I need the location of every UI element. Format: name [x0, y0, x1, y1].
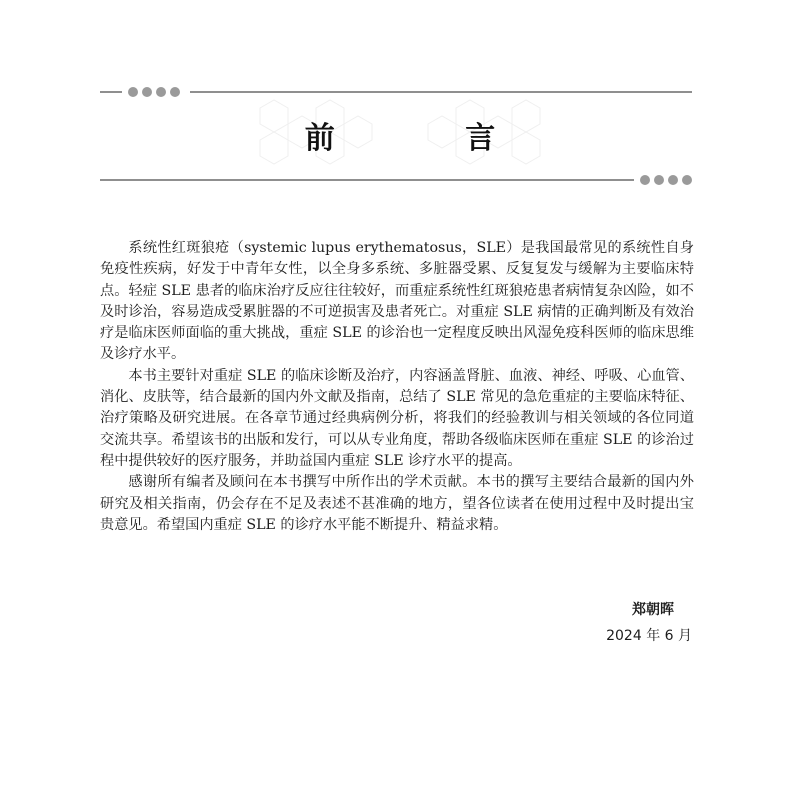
ornament-dot [170, 87, 180, 97]
preface-paragraph: 系统性红斑狼疮（systemic lupus erythematosus，SLE）是我国最常见的系统性自身免疫性疾病，好发于中青年女性，以全身多系统、多脏器受累、反复复发与缓解为主要临床特点。轻症 SLE 患者的临床治疗反应往往较好，而重症系统性红斑狼疮患者病情复杂凶险，如不及时诊治，容易造成受累脏器的不可逆损害及患者死亡。对重症 SLE 病情的正确判断及有效治疗是临床医师面临的重大挑战，重症 SLE 的诊治也一定程度反映出风湿免疫科医师的临床思维及诊疗水平。 [100, 240, 694, 363]
ornament-dot [640, 175, 650, 185]
ornament-dot [128, 87, 138, 97]
ornament-dot [142, 87, 152, 97]
ornament-dot [668, 175, 678, 185]
signature-date: 2024 年 6 月 [606, 628, 692, 644]
preface-paragraph: 感谢所有编者及顾问在本书撰写中所作出的学术贡献。本书的撰写主要结合最新的国内外研究及相关指南，仍会存在不足及表述不甚准确的地方，望各位读者在使用过程中及时提出宝贵意见。希望国内重症 SLE 的诊疗水平能不断提升、精益求精。 [100, 474, 694, 533]
preface-paragraph: 本书主要针对重症 SLE 的临床诊断及治疗，内容涵盖肾脏、血液、神经、呼吸、心血管、消化、皮肤等，结合最新的国内外文献及指南，总结了 SLE 常见的急危重症的主要临床特征、治疗策略及研究进展。在各章节通过经典病例分析，将我们的经验教训与相关领域的各位同道交流共享。希望该书的出版和发行，可以从专业角度，帮助各级临床医师在重症 SLE 的诊治过程中提供较好的医疗服务，并助益国内重症 SLE 诊疗水平的提高。 [100, 367, 694, 469]
preface-body [100, 238, 694, 536]
bottom-dots-ornament [640, 175, 692, 185]
ornament-dot [682, 175, 692, 185]
ornament-dot [156, 87, 166, 97]
top-dots-ornament [128, 87, 180, 97]
author-name: 郑朝晖 [632, 602, 674, 618]
signature-block [606, 597, 692, 649]
ornament-dot [654, 175, 664, 185]
page-title: 前 言 [304, 121, 556, 156]
